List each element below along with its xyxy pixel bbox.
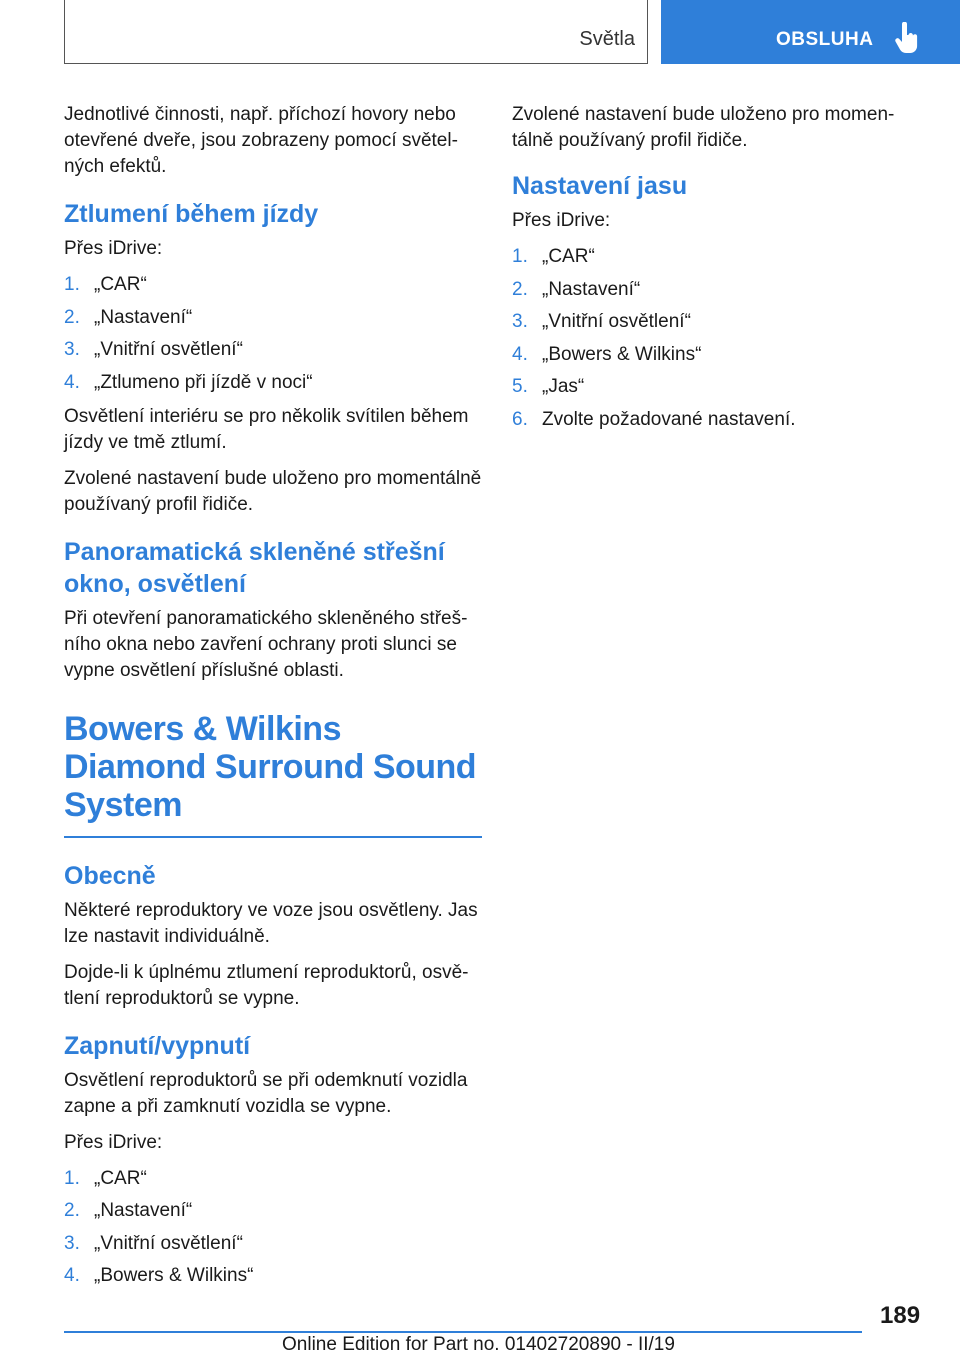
header-section-box: [64, 0, 648, 64]
hand-pointer-icon: [894, 22, 920, 54]
dim-paragraph-1: Osvětlení interiéru se pro několik svítilen během jízdy ve tmě ztlumí.: [64, 405, 469, 453]
page-number: 189: [880, 1302, 921, 1329]
dim-steps: [64, 272, 482, 396]
chapter-label: OBSLUHA: [776, 29, 874, 50]
section-title: Světla: [579, 28, 635, 50]
brightness-heading: Nastavení jasu: [512, 172, 688, 200]
footer-rule: [64, 1331, 862, 1333]
list-item: 6. Zvolte požadované nastavení.: [512, 408, 796, 430]
dim-heading: Ztlumení během jízdy: [64, 200, 319, 228]
list-item: 1. „CAR“: [64, 274, 147, 295]
list-item: 5. „Jas“: [512, 376, 585, 397]
list-item: 3. „Vnitřní osvětlení“: [64, 1232, 243, 1254]
general-heading: Obecně: [64, 861, 156, 890]
title-rule: [64, 836, 482, 838]
roof-heading: Panoramatická skleněné střešní okno, osvětlení: [64, 537, 445, 598]
left-column: [64, 102, 482, 1297]
onoff-heading: Zapnutí/vypnutí: [64, 1031, 251, 1060]
general-paragraph-1: Některé reproduktory ve voze jsou osvětleny. Jas lze nastavit individuálně.: [64, 899, 478, 947]
brightness-via: Přes iDrive:: [512, 210, 611, 231]
list-item: 3. „Vnitřní osvětlení“: [512, 311, 691, 332]
list-item: 1. „CAR“: [64, 1167, 147, 1189]
dim-via: Přes iDrive:: [64, 238, 163, 259]
list-item: 2. „Nastavení“: [64, 1200, 193, 1221]
brightness-steps: [512, 244, 902, 433]
bw-title: Bowers & Wilkins Diamond Surround Sound System: [64, 709, 477, 824]
onoff-paragraph: Osvětlení reproduktorů se při odemknutí vozidla zapne a při zamknutí vozidla se vypne.: [64, 1069, 468, 1117]
right-paragraph-1: Zvolené nastavení bude uloženo pro momentálně používaný profil řidiče.: [512, 104, 895, 151]
list-item: 4. „Ztlumeno při jízdě v noci“: [64, 371, 313, 393]
chapter-tab[interactable]: [661, 0, 960, 64]
onoff-steps: [64, 1166, 482, 1290]
list-item: 3. „Vnitřní osvětlení“: [64, 339, 243, 360]
list-item: 1. „CAR“: [512, 246, 595, 267]
dim-paragraph-2: Zvolené nastavení bude uloženo pro momentálně používaný profil řidiče.: [64, 467, 482, 515]
intro-paragraph: Jednotlivé činnosti, např. příchozí hovory nebo otevřené dveře, jsou zobrazeny pomocí světelných efektů.: [64, 104, 458, 177]
general-paragraph-2: Dojde-li k úplnému ztlumení reproduktorů, osvětlení reproduktorů se vypne.: [64, 961, 469, 1009]
list-item: 2. „Nastavení“: [512, 278, 641, 300]
list-item: 4. „Bowers & Wilkins“: [512, 343, 702, 365]
list-item: 2. „Nastavení“: [64, 306, 193, 328]
roof-paragraph: Při otevření panoramatického skleněného střešního okna nebo zavření ochrany proti slunci se vypne osvětlení příslušné oblasti.: [64, 607, 468, 681]
footer-edition: Online Edition for Part no. 01402720890 - II/19: [282, 1334, 675, 1355]
list-item: 4. „Bowers & Wilkins“: [64, 1265, 254, 1286]
right-column: [512, 102, 902, 441]
onoff-via: Přes iDrive:: [64, 1131, 163, 1153]
